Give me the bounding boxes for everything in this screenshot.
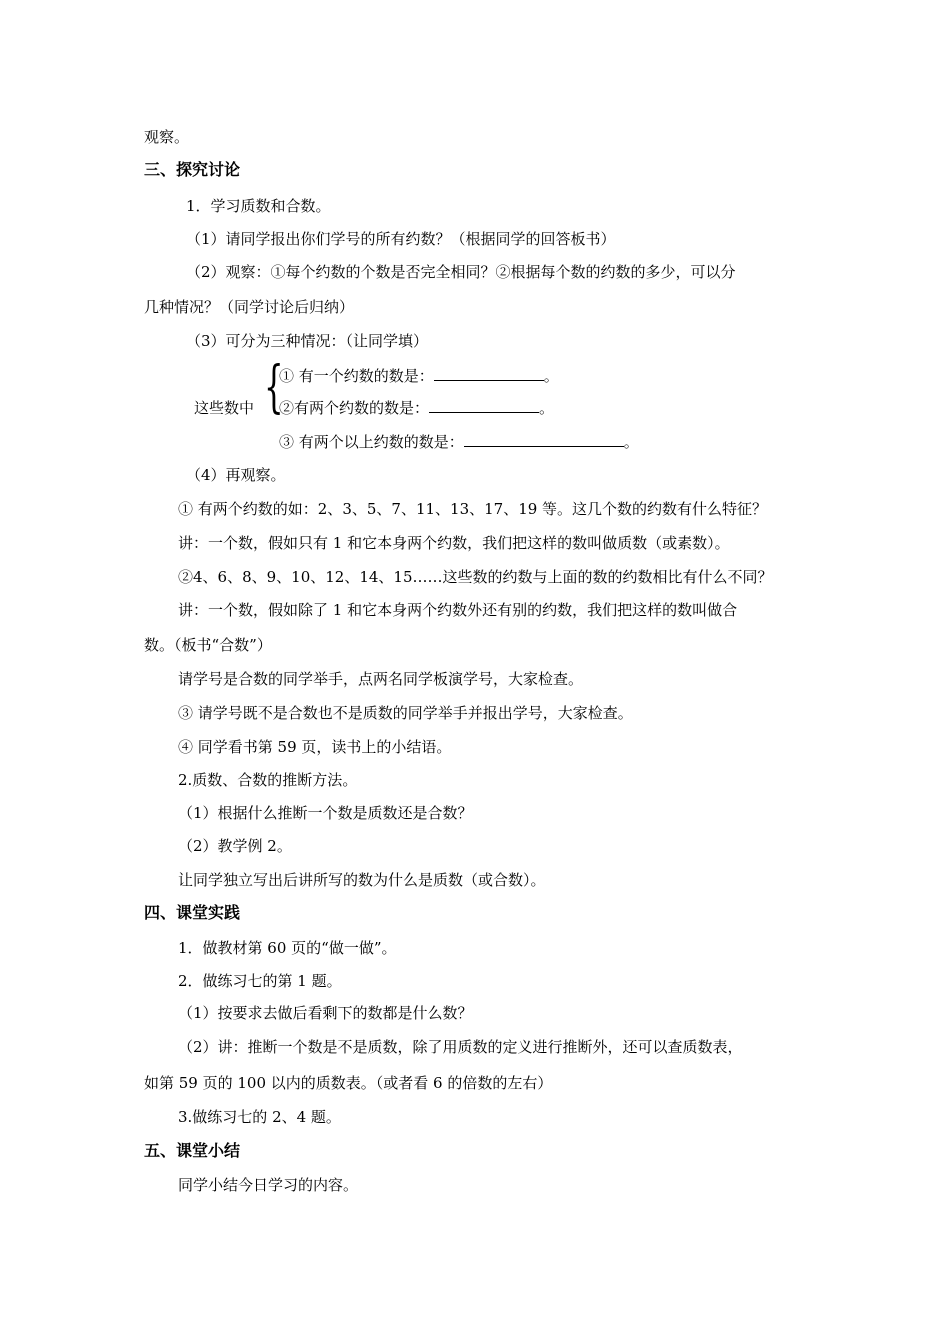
text-line: ③ 请学号既不是合数也不是质数的同学举手并报出学号，大家检查。 — [178, 704, 633, 722]
text-line: 1．做教材第 60 页的“做一做”。 — [178, 939, 397, 957]
text-line: 同学小结今日学习的内容。 — [178, 1176, 359, 1194]
text-line: （1）按要求去做后看剩下的数都是什么数？ — [178, 1004, 473, 1022]
text-line: 几种情况？（同学讨论后归纳） — [144, 298, 355, 316]
text-line: （1）请同学报出你们学号的所有约数？（根据同学的回答板书） — [186, 230, 616, 248]
text-line: ②4、6、8、9、10、12、14、15……这些数的约数与上面的数的约数相比有什么不同？ — [178, 568, 773, 586]
text-line: 1．学习质数和合数。 — [186, 197, 331, 215]
fill-blank-1 — [434, 366, 544, 381]
section-heading-5: 五、课堂小结 — [144, 1141, 241, 1160]
classify-item-3-end: 。 — [623, 433, 639, 451]
text-line: 讲：一个数，假如除了 1 和它本身两个约数外还有别的约数，我们把这样的数叫做合 — [178, 601, 738, 619]
text-line: 2.质数、合数的推断方法。 — [178, 771, 358, 789]
text-line: 让同学独立写出后讲所写的数为什么是质数（或合数）。 — [178, 871, 546, 889]
fill-blank-3 — [464, 432, 624, 447]
classify-item-3 — [279, 432, 639, 452]
classify-item-2-label: ②有两个约数的数是： — [279, 399, 430, 417]
text-line: （4）再观察。 — [186, 466, 286, 484]
text-line: 3.做练习七的 2、4 题。 — [178, 1108, 341, 1126]
left-brace: { — [264, 355, 284, 420]
fill-blank-2 — [429, 398, 539, 413]
text-line: （3）可分为三种情况：（让同学填） — [186, 332, 429, 350]
section-heading-4: 四、课堂实践 — [144, 903, 241, 922]
text-line: 数。（板书“合数”） — [144, 636, 272, 654]
text-line: （2）讲：推断一个数是不是质数，除了用质数的定义进行推断外，还可以查质数表， — [178, 1038, 743, 1056]
text-line: （1）根据什么推断一个数是质数还是合数？ — [178, 804, 473, 822]
classify-item-2 — [279, 398, 554, 418]
text-line: （2）观察：①每个约数的个数是否完全相同？②根据每个数的约数的多少，可以分 — [186, 263, 736, 281]
text-line: ① 有两个约数的如：2、3、5、7、11、13、17、19 等。这几个数的约数有什么特征？ — [178, 500, 768, 518]
classify-label: 这些数中 — [194, 399, 255, 417]
classify-item-1-label: ① 有一个约数的数是： — [279, 367, 434, 385]
text-line: 如第 59 页的 100 以内的质数表。（或者看 6 的倍数的左右） — [144, 1074, 553, 1092]
text-line: 请学号是合数的同学举手，点两名同学板演学号，大家检查。 — [178, 670, 584, 688]
section-heading-3: 三、探究讨论 — [144, 160, 241, 179]
classify-item-2-end: 。 — [539, 399, 555, 417]
text-line: 观察。 — [144, 128, 190, 146]
text-line: 2．做练习七的第 1 题。 — [178, 972, 342, 990]
text-line: 讲：一个数，假如只有 1 和它本身两个约数，我们把这样的数叫做质数（或素数）。 — [178, 534, 730, 552]
classify-item-1-end: 。 — [543, 367, 559, 385]
classify-item-3-label: ③ 有两个以上约数的数是： — [279, 433, 464, 451]
text-line: （2）教学例 2。 — [178, 837, 292, 855]
text-line: ④ 同学看书第 59 页，读书上的小结语。 — [178, 738, 452, 756]
classify-item-1 — [279, 366, 559, 386]
